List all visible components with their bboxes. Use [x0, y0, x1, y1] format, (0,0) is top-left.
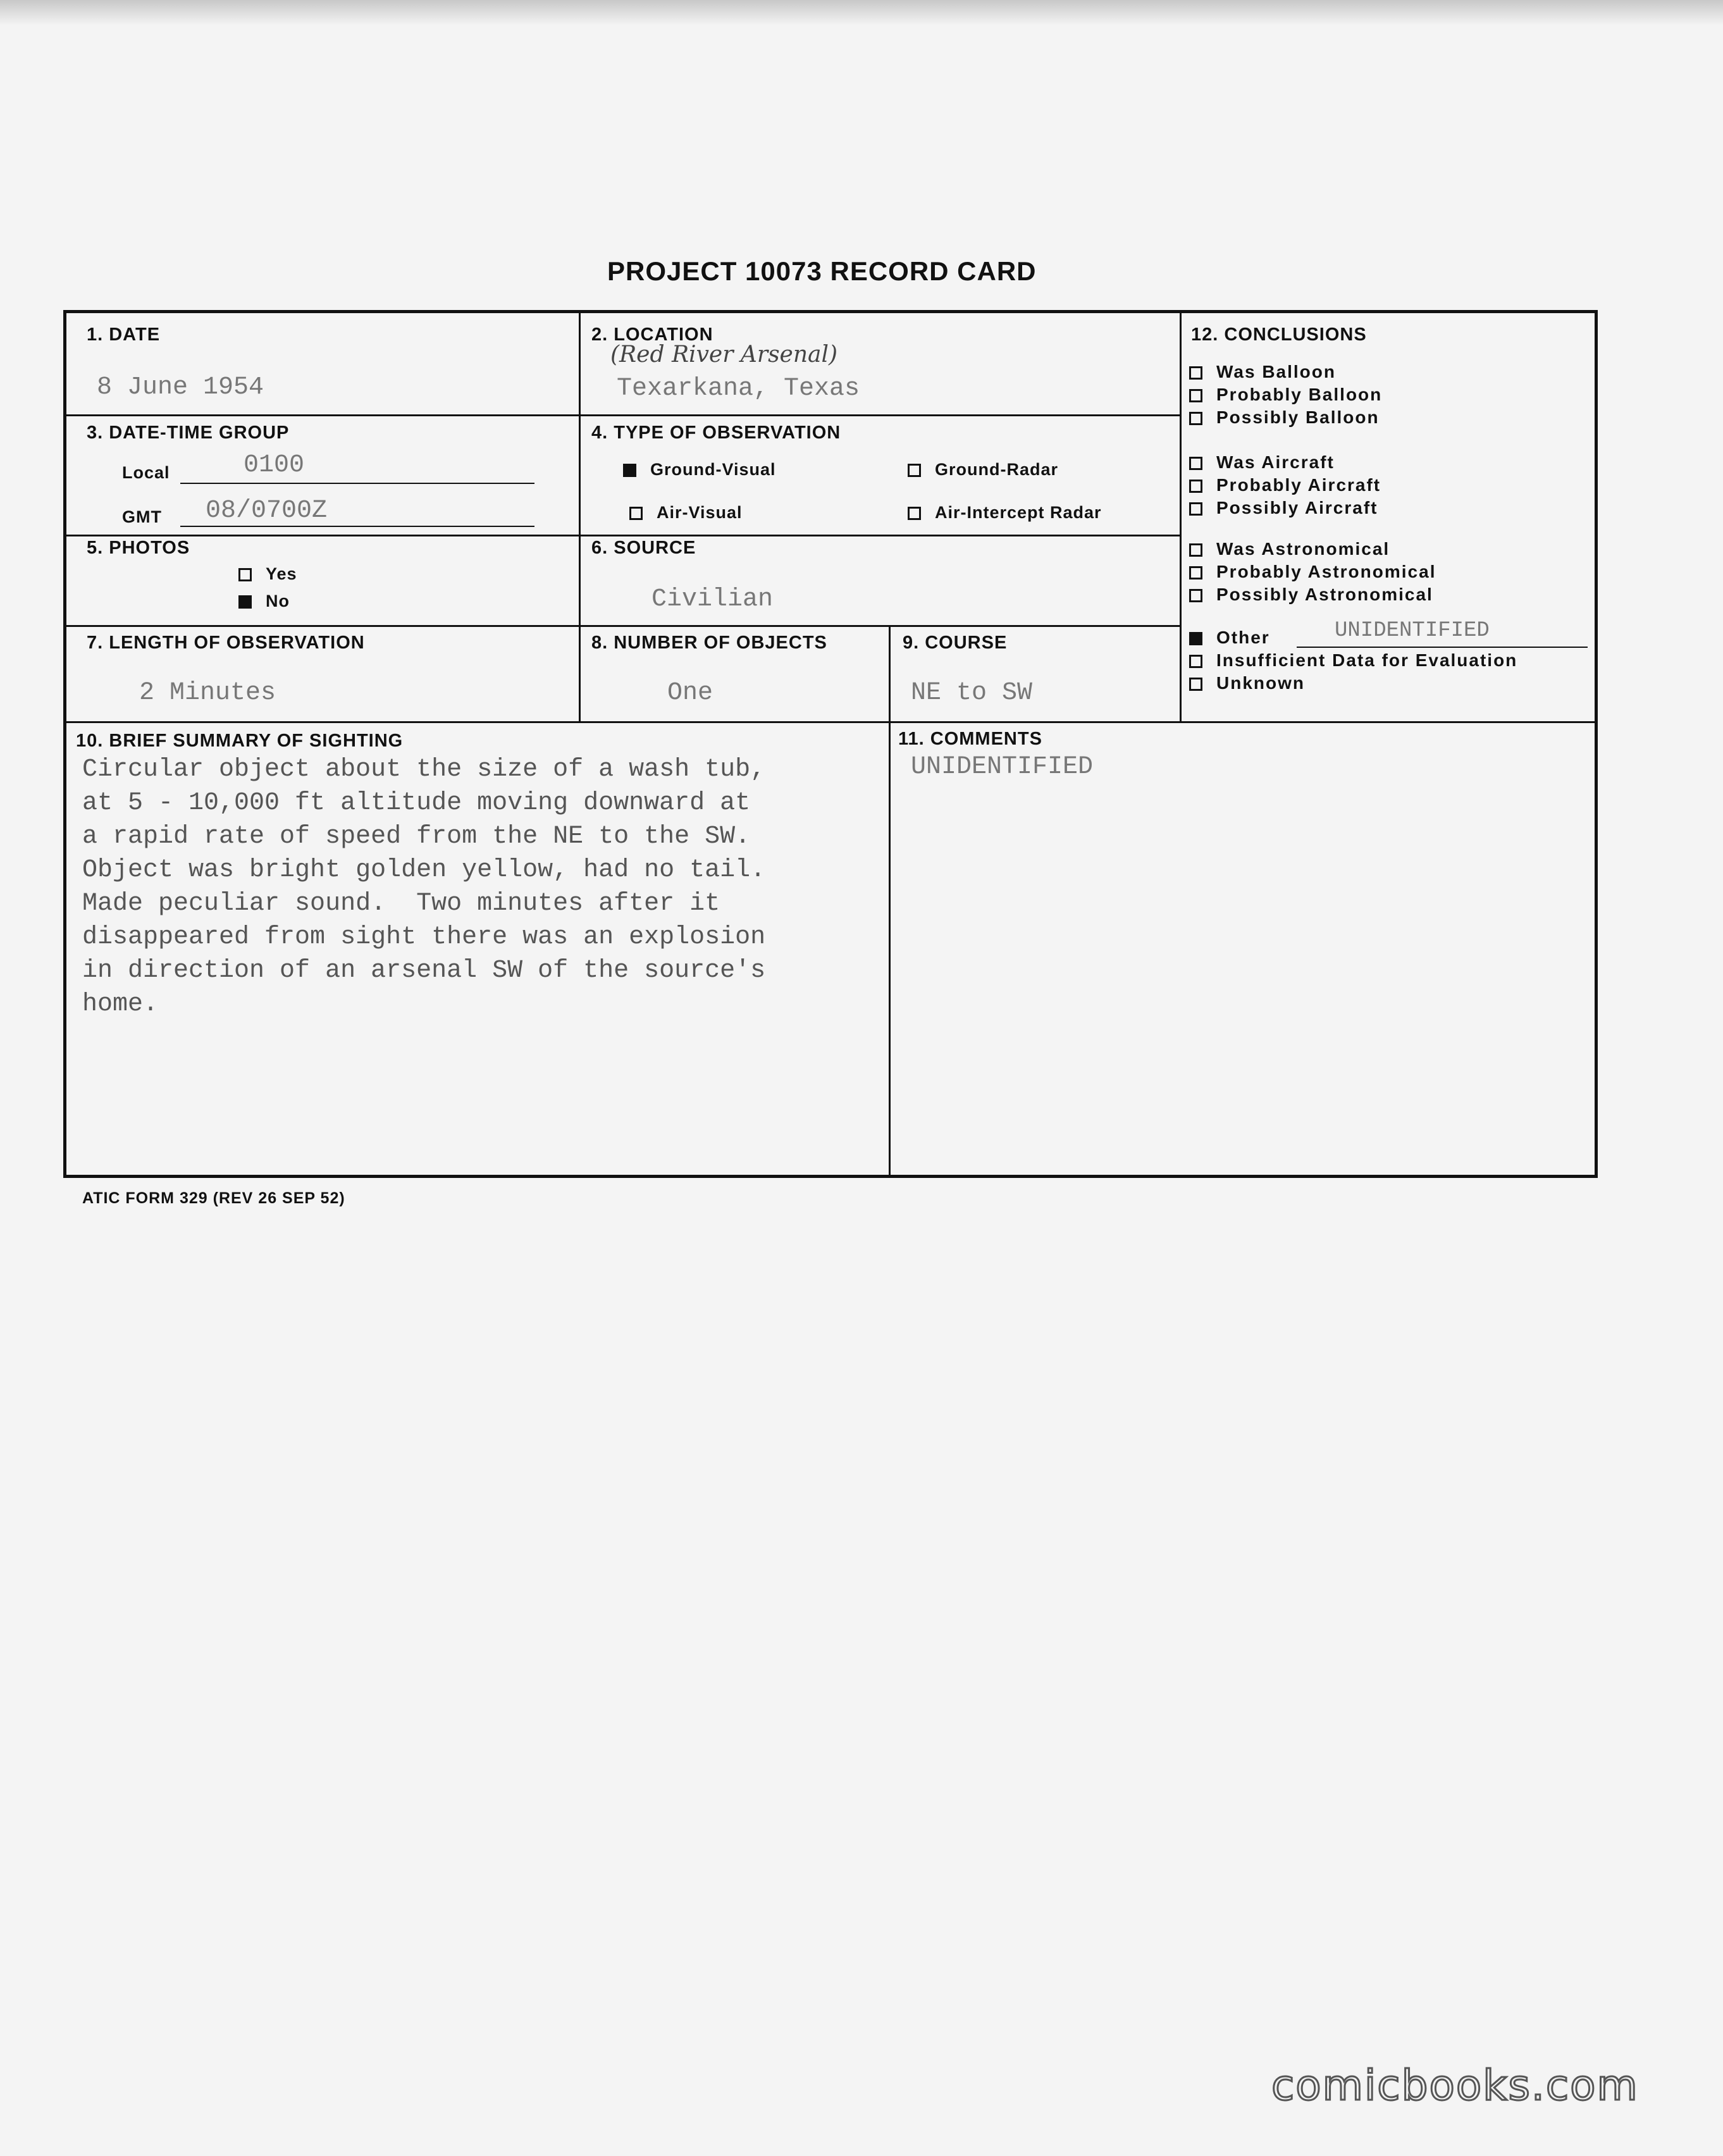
summary-line: Object was bright golden yellow, had no tail. — [82, 856, 766, 884]
checkbox — [1189, 566, 1202, 579]
conclusions-label: 12. CONCLUSIONS — [1191, 325, 1367, 345]
divider — [66, 625, 1180, 627]
conclusion-possibly-aircraft: Possibly Aircraft — [1189, 498, 1378, 518]
summary-line: at 5 - 10,000 ft altitude moving downward at — [82, 789, 751, 817]
summary-label: 10. BRIEF SUMMARY OF SIGHTING — [76, 731, 404, 751]
checkbox — [1189, 412, 1202, 425]
checkbox-checked — [238, 595, 252, 609]
length-value: 2 Minutes — [139, 679, 276, 707]
conclusion-probably-aircraft: Probably Aircraft — [1189, 475, 1381, 495]
conclusion-possibly-balloon: Possibly Balloon — [1189, 407, 1380, 428]
option-ground-visual: Ground-Visual — [623, 460, 776, 480]
objects-label: 8. NUMBER OF OBJECTS — [591, 633, 827, 653]
scan-top-shadow — [0, 0, 1723, 25]
location-value: Texarkana, Texas — [617, 375, 860, 403]
divider — [66, 414, 1180, 416]
conclusion-was-aircraft: Was Aircraft — [1189, 452, 1335, 473]
record-card — [63, 310, 1598, 1178]
gmt-value: 08/0700Z — [206, 497, 328, 525]
checkbox-checked — [623, 464, 636, 477]
checkbox-checked — [1189, 632, 1202, 645]
source-value: Civilian — [652, 585, 774, 614]
observation-type-label: 4. TYPE OF OBSERVATION — [591, 423, 841, 443]
option-air-intercept-radar: Air-Intercept Radar — [908, 503, 1102, 523]
conclusion-probably-balloon: Probably Balloon — [1189, 385, 1382, 405]
divider — [66, 721, 1597, 723]
conclusion-unknown: Unknown — [1189, 673, 1305, 693]
divider — [889, 625, 891, 721]
course-label: 9. COURSE — [903, 633, 1008, 653]
checkbox — [1189, 655, 1202, 668]
conclusion-was-balloon: Was Balloon — [1189, 362, 1336, 382]
option-air-visual: Air-Visual — [629, 503, 743, 523]
summary-line: a rapid rate of speed from the NE to the SW. — [82, 822, 751, 851]
checkbox — [1189, 502, 1202, 516]
summary-line: home. — [82, 990, 159, 1019]
summary-line: disappeared from sight there was an explosion — [82, 923, 766, 951]
form-number: ATIC FORM 329 (REV 26 SEP 52) — [82, 1189, 345, 1207]
conclusion-possibly-astronomical: Possibly Astronomical — [1189, 585, 1433, 605]
conclusion-other-value: UNIDENTIFIED — [1335, 619, 1490, 643]
local-label: Local — [122, 463, 170, 482]
location-label: 2. LOCATION — [591, 325, 713, 345]
comments-label: 11. COMMENTS — [898, 729, 1042, 749]
checkbox — [908, 464, 921, 477]
local-value: 0100 — [244, 451, 305, 480]
divider — [579, 313, 581, 721]
checkbox — [1189, 543, 1202, 557]
option-photos-yes: Yes — [238, 564, 297, 584]
option-ground-radar: Ground-Radar — [908, 460, 1058, 480]
local-underline — [180, 483, 534, 484]
photos-label: 5. PHOTOS — [87, 538, 190, 558]
gmt-underline — [180, 526, 534, 527]
checkbox — [629, 507, 643, 520]
location-handwritten: (Red River Arsenal) — [610, 342, 838, 368]
date-label: 1. DATE — [87, 325, 161, 345]
summary-line: in direction of an arsenal SW of the source's — [82, 957, 766, 985]
divider — [66, 535, 1180, 536]
summary-line: Made peculiar sound. Two minutes after it — [82, 889, 720, 918]
conclusion-probably-astronomical: Probably Astronomical — [1189, 562, 1436, 582]
conclusion-insufficient-data: Insufficient Data for Evaluation — [1189, 650, 1517, 671]
checkbox — [1189, 678, 1202, 691]
divider — [1180, 313, 1182, 721]
form-title: PROJECT 10073 RECORD CARD — [607, 256, 1037, 286]
checkbox — [1189, 457, 1202, 470]
checkbox — [238, 568, 252, 581]
checkbox — [1189, 389, 1202, 402]
checkbox — [908, 507, 921, 520]
gmt-label: GMT — [122, 507, 162, 526]
checkbox — [1189, 589, 1202, 602]
option-photos-no: No — [238, 592, 290, 611]
summary-line: Circular object about the size of a wash tub, — [82, 755, 766, 784]
objects-value: One — [667, 679, 713, 707]
other-underline — [1297, 647, 1588, 648]
datetime-label: 3. DATE-TIME GROUP — [87, 423, 290, 443]
length-label: 7. LENGTH OF OBSERVATION — [87, 633, 365, 653]
watermark: comicbooks.com — [1271, 2061, 1639, 2110]
summary-text — [82, 753, 765, 1021]
date-value: 8 June 1954 — [97, 373, 264, 402]
conclusion-was-astronomical: Was Astronomical — [1189, 539, 1390, 559]
conclusion-other: Other — [1189, 628, 1270, 648]
checkbox — [1189, 366, 1202, 380]
divider — [889, 721, 891, 1178]
comments-value: UNIDENTIFIED — [911, 753, 1094, 781]
source-label: 6. SOURCE — [591, 538, 696, 558]
course-value: NE to SW — [911, 679, 1033, 707]
checkbox — [1189, 480, 1202, 493]
